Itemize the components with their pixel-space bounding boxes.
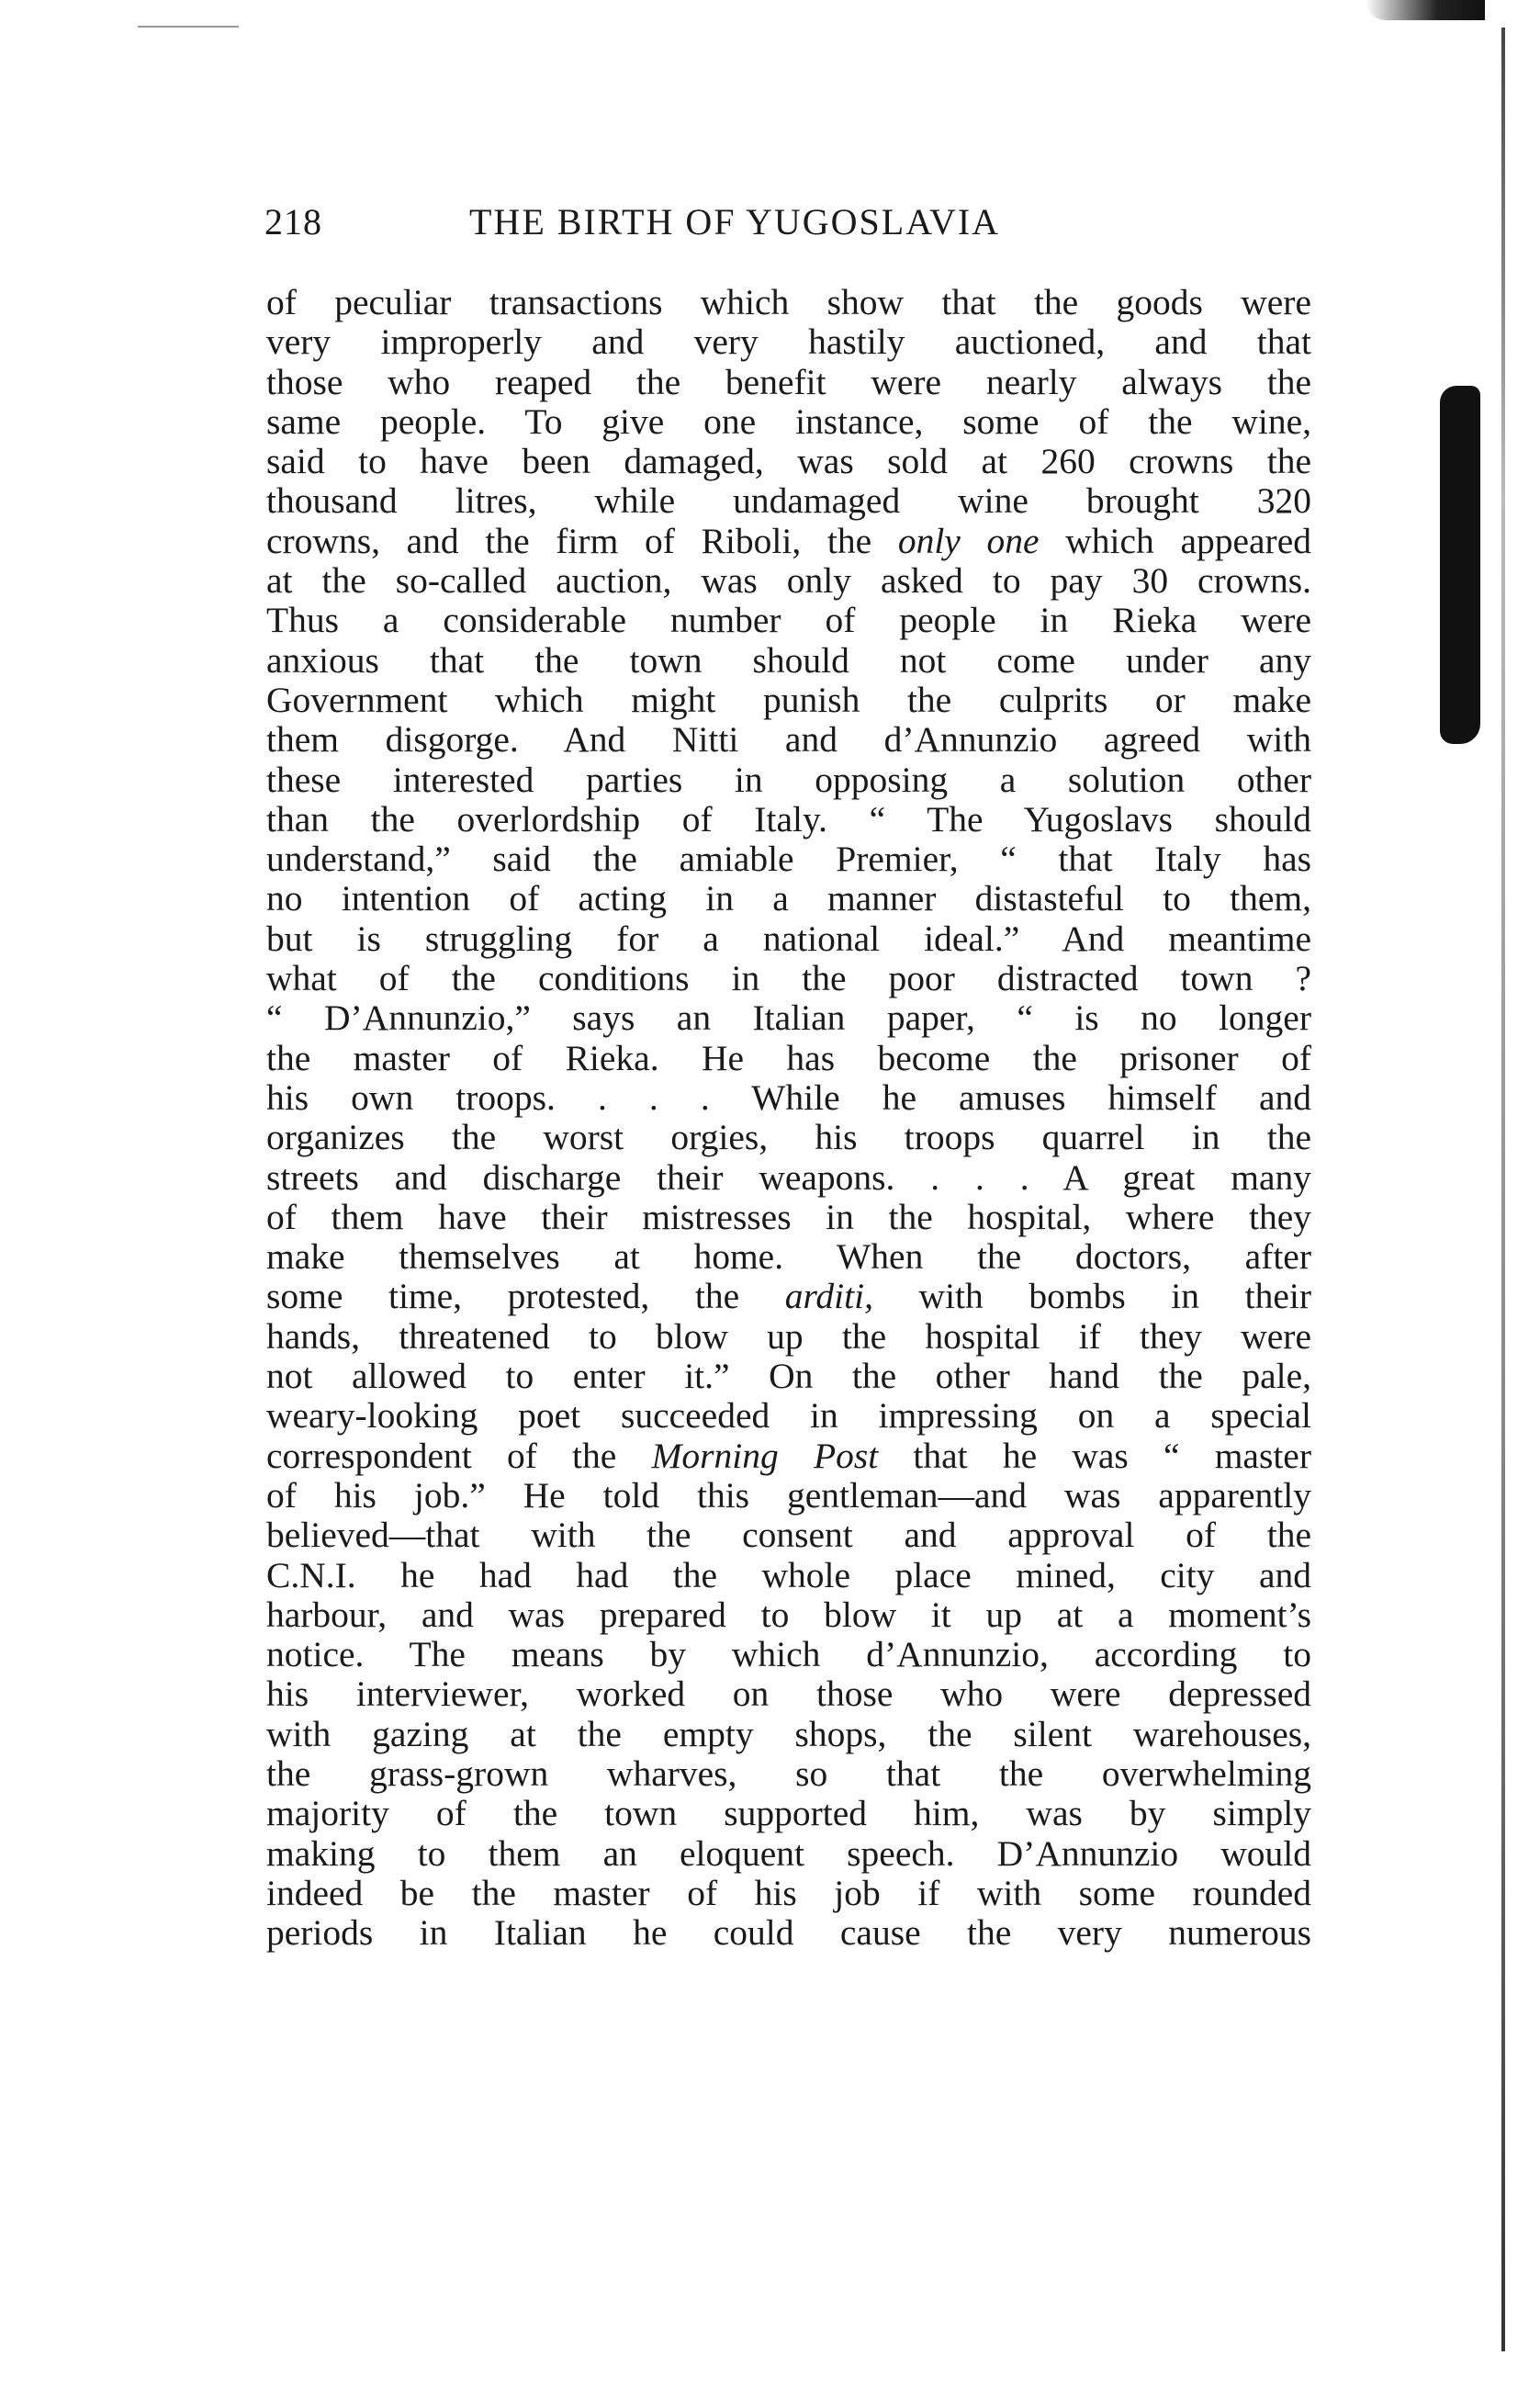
text-line: his own troops. . . . While he amuses himself and: [266, 1076, 1311, 1118]
text-segment: some time, protested, the: [266, 1276, 785, 1317]
text-segment: correspondent of the: [266, 1435, 652, 1476]
text-segment: crowns, and the firm of Riboli, the: [266, 520, 898, 561]
text-line: not allowed to enter it.” On the other hand the pale,: [266, 1356, 1311, 1397]
running-head: [264, 200, 1330, 255]
body-text: [266, 283, 1311, 1953]
text-line: “ D’Annunzio,” says an Italian paper, “ is no longer: [266, 997, 1311, 1039]
text-segment: which appeared: [1039, 520, 1311, 561]
text-line: thousand litres, while undamaged wine brought 320: [266, 480, 1311, 522]
text-line: his interviewer, worked on those who were depressed: [266, 1673, 1311, 1715]
scan-binding-edge: [1501, 28, 1505, 2351]
text-line: Thus a considerable number of people in Rieka were: [266, 600, 1311, 641]
scan-binding-blot: [1440, 386, 1480, 744]
text-line: same people. To give one instance, some of the wine,: [266, 400, 1311, 442]
text-segment: with bombs in their: [872, 1276, 1311, 1317]
text-line: make themselves at home. When the doctors, after: [266, 1236, 1311, 1278]
scan-artifact-rule: [138, 26, 239, 28]
text-line: the grass-grown wharves, so that the overwhelming: [266, 1752, 1311, 1794]
text-line: [266, 522, 1311, 561]
text-line: [266, 1277, 1311, 1316]
text-line: those who reaped the benefit were nearly always the: [266, 361, 1311, 402]
italic-phrase: arditi,: [784, 1276, 873, 1317]
text-line: no intention of acting in a manner distasteful to them,: [266, 878, 1311, 919]
text-line: of his job.” He told this gentleman—and was apparently: [266, 1474, 1311, 1516]
text-line: but is struggling for a national ideal.” And meantime: [266, 918, 1311, 959]
text-line: majority of the town supported him, was by simply: [266, 1793, 1311, 1834]
text-line: streets and discharge their weapons. . . . A great many: [266, 1156, 1311, 1198]
book-title: THE BIRTH OF YUGOSLAVIA: [469, 201, 1001, 242]
text-segment: that he was “ master: [878, 1435, 1311, 1476]
text-line: Government which might punish the culprits or make: [266, 679, 1311, 720]
text-line: with gazing at the empty shops, the silent warehouses,: [266, 1713, 1311, 1754]
text-line: notice. The means by which d’Annunzio, according to: [266, 1634, 1311, 1675]
scan-edge-shadow: [1366, 0, 1485, 20]
text-line: at the so-called auction, was only asked to pay 30 crowns.: [266, 560, 1311, 602]
text-line: making to them an eloquent speech. D’Annunzio would: [266, 1832, 1311, 1874]
text-line: than the overlordship of Italy. “ The Yugoslavs should: [266, 798, 1311, 840]
text-line: harbour, and was prepared to blow it up at a moment’s: [266, 1594, 1311, 1635]
italic-phrase: Morning Post: [651, 1435, 879, 1476]
text-line: believed—that with the consent and approval of the: [266, 1515, 1311, 1556]
text-line: the master of Rieka. He has become the prisoner of: [266, 1037, 1311, 1078]
text-line: very improperly and very hastily auctioned, and that: [266, 321, 1311, 363]
text-line: them disgorge. And Nitti and d’Annunzio agreed with: [266, 719, 1311, 761]
italic-phrase: only one: [897, 520, 1040, 561]
text-line: these interested parties in opposing a solution other: [266, 759, 1311, 800]
text-line: weary-looking poet succeeded in impressing on a special: [266, 1395, 1311, 1437]
text-line: understand,” said the amiable Premier, “ that Italy has: [266, 839, 1311, 880]
page-number: 218: [264, 201, 322, 242]
text-line: indeed be the master of his job if with some rounded: [266, 1872, 1311, 1913]
text-line: [266, 1437, 1311, 1476]
text-line: hands, threatened to blow up the hospital if they were: [266, 1315, 1311, 1357]
text-line: periods in Italian he could cause the very numerous: [266, 1912, 1311, 1954]
text-line: what of the conditions in the poor distracted town ?: [266, 958, 1311, 999]
text-line: C.N.I. he had had the whole place mined, city and: [266, 1554, 1311, 1595]
text-line: of them have their mistresses in the hospital, where they: [266, 1196, 1311, 1237]
text-line: organizes the worst orgies, his troops quarrel in the: [266, 1117, 1311, 1158]
text-line: anxious that the town should not come under any: [266, 639, 1311, 681]
text-line: said to have been damaged, was sold at 260 crowns the: [266, 441, 1311, 482]
text-line: of peculiar transactions which show that the goods were: [266, 282, 1311, 322]
